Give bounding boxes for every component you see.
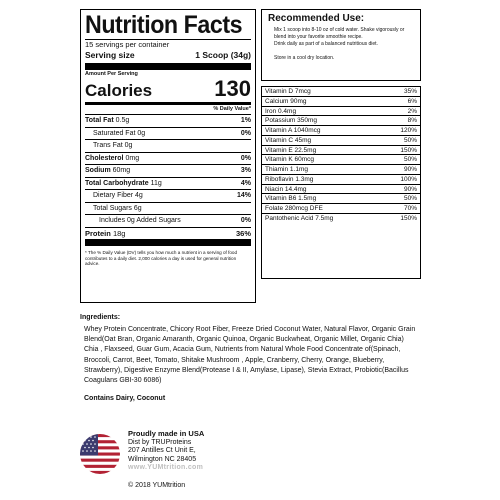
recommended-use-title: Recommended Use: [268, 13, 365, 24]
vitamin-dv: 100% [400, 175, 417, 183]
copyright: © 2018 YUMtrition [128, 482, 186, 489]
serving-size-label: Serving size [85, 50, 135, 60]
vitamin-row [262, 185, 420, 195]
vitamin-row [262, 87, 420, 97]
vitamin-row [262, 194, 420, 204]
dv-footnote: * The % Daily Value (DV) tells you how much a nutrient in a serving of food contributes to a daily diet. 2,000 calories a day is used for general nutrition advice. [85, 250, 238, 267]
vitamin-name: Vitamin C 45mg [265, 136, 312, 144]
ingredients-text: Whey Protein Concentrate, Chicory Root Fiber, Freeze Dried Coconut Water, Natural Flavor, Organic Grain Blend(Oat Bran, Organic Amaranth, Organic Quinoa, Organic Buckwheat, Organic Millet, Organic Chia) Chia , Flaxseed, Guar Gum, Acacia Gum, Nutrients from Natural Whole Food Concentrate of(Spinach, Broccoli, Carrot, Beet, Tomato, Shitake Mushroom , Apple, Cranberry, Cherry, Orange, Blueberry, Strawberry), Digestive Enzyme Blend(Protease I & II, Amylase, Lipase), Stevia Extract, Probiotic(Bacillus Coagulans GBI-30 6086) [84, 326, 416, 385]
nutrient-row [85, 139, 251, 152]
vitamin-dv: 120% [400, 127, 417, 134]
vitamin-dv: 50% [403, 156, 417, 164]
vitamin-dv: 50% [403, 136, 417, 144]
vitamin-row [262, 175, 420, 185]
vitamin-dv: 35% [403, 88, 417, 95]
vitamin-name: Pantothenic Acid 7.5mg [265, 214, 334, 222]
vitamin-dv: 6% [407, 97, 417, 105]
vitamin-dv: 50% [403, 195, 417, 203]
vitamin-name: Niacin 14.4mg [265, 185, 307, 193]
nutrient-name: Dietary Fiber [93, 192, 134, 199]
nutrient-dv: 0% [240, 129, 251, 137]
nutrient-dv: 14% [236, 192, 251, 199]
vitamin-row [262, 204, 420, 214]
nutrient-name: Saturated Fat [93, 129, 136, 137]
nutrient-amount: 0.5g [115, 117, 130, 124]
nutrient-dv: 36% [235, 228, 251, 238]
nutrient-amount: 4g [135, 192, 143, 199]
nutrient-amount: 60mg [112, 167, 131, 174]
ingredients-title: Ingredients: [80, 314, 121, 321]
vitamin-row [262, 155, 420, 165]
nutrient-row [85, 214, 251, 227]
nutrient-dv: 3% [240, 167, 251, 174]
vitamin-dv: 150% [400, 146, 417, 154]
vitamin-name: Vitamin D 7mcg [265, 88, 311, 95]
recommended-use-panel [261, 9, 421, 81]
vitamin-name: Vitamin K 60mcg [265, 156, 315, 164]
nutrient-dv: 0% [240, 217, 251, 224]
nutrient-label [85, 153, 139, 165]
nutrient-dv: 4% [240, 179, 251, 187]
nutrient-name: Cholesterol [85, 154, 124, 162]
nutrient-rows [85, 114, 251, 239]
vitamin-row [262, 146, 420, 156]
nutrient-name: Total Sugars [93, 204, 132, 212]
vitamin-dv: 2% [407, 107, 417, 115]
daily-value-header: % Daily Value* [213, 106, 251, 112]
vitamin-row [262, 214, 420, 224]
nutrient-label [93, 203, 142, 215]
vitamin-name: Calcium 90mg [265, 97, 307, 105]
nutrient-row [85, 227, 251, 240]
nutrient-row [85, 152, 251, 165]
recommended-use-line-3: Store in a cool dry location. [274, 55, 335, 61]
nutrient-dv: 0% [240, 154, 251, 162]
nutrient-row [85, 202, 251, 215]
calories-label: Calories [85, 81, 153, 100]
nutrient-name: Trans Fat [93, 142, 123, 149]
vitamin-name: Vitamin E 22.5mg [265, 146, 317, 154]
nutrient-name: Total Carbohydrate [85, 179, 149, 187]
recommended-use-line-1: Mix 1 scoop into 8-10 oz of cold water. Shake vigorously or blend into your favorite smoothie recipe. [274, 27, 405, 40]
vitamin-table [261, 86, 421, 279]
nutrient-amount: 0mg [125, 154, 140, 162]
vitamin-row [262, 116, 420, 126]
recommended-use-line-2: Drink daily as part of a balanced nutritious diet. [274, 41, 378, 47]
vitamin-row [262, 107, 420, 117]
vitamin-row [262, 126, 420, 136]
nutrition-facts-title: Nutrition Facts [85, 11, 243, 39]
address-line-1: 207 Antilles Ct Unit E, [128, 447, 196, 454]
vitamin-name: Potassium 350mg [265, 117, 318, 125]
nutrient-label [93, 140, 132, 152]
vitamin-dv: 150% [400, 214, 417, 222]
amount-per-serving: Amount Per Serving [85, 71, 138, 77]
vitamin-row [262, 97, 420, 107]
nutrient-row [85, 127, 251, 140]
vitamin-dv: 90% [403, 166, 417, 173]
nutrient-amount: 11g [150, 179, 162, 187]
ingredients-section [80, 313, 420, 403]
contains-allergens: Contains Dairy, Coconut [84, 395, 166, 403]
distributor-name: Dist by TRUProteins [128, 438, 192, 446]
vitamin-name: Vitamin A 1040mcg [265, 127, 321, 134]
nutrient-amount: 0g [137, 129, 146, 137]
made-in-usa: Proudly made in USA [128, 429, 205, 438]
servings-per-container: 15 servings per container [85, 40, 170, 49]
nutrient-amount: 6g [133, 204, 142, 212]
vitamin-name: Folate 280mcg DFE [265, 205, 323, 212]
nutrition-facts-panel [80, 9, 256, 303]
nutrient-name: Protein [85, 228, 111, 238]
vitamin-dv: 8% [407, 117, 417, 125]
vitamin-dv: 90% [403, 185, 417, 193]
vitamin-row [262, 165, 420, 175]
vitamin-dv: 70% [403, 205, 417, 212]
serving-size-value: 1 Scoop (34g) [195, 50, 251, 60]
nutrient-row [85, 164, 251, 177]
nutrient-name: Total Fat [85, 117, 114, 124]
vitamin-name: Vitamin B6 1.5mg [265, 195, 317, 203]
us-flag-icon [80, 434, 120, 474]
nutrient-dv: 1% [240, 117, 251, 124]
vitamin-row [262, 136, 420, 146]
nutrient-label [85, 115, 129, 127]
nutrient-label [93, 190, 143, 202]
nutrient-label [85, 228, 125, 240]
vitamin-name: Iron 0.4mg [265, 107, 297, 115]
nutrient-label [99, 215, 181, 227]
nutrient-row [85, 114, 251, 127]
website-url: www.YUMtrition.com [128, 464, 204, 471]
nutrient-row [85, 189, 251, 202]
vitamin-name: Riboflavin 1.3mg [265, 175, 314, 183]
nutrient-name: Includes 0g Added Sugars [99, 217, 181, 224]
distributor-info [128, 430, 328, 473]
nutrient-label [85, 178, 162, 190]
nutrient-row [85, 177, 251, 190]
nutrient-amount: 18g [112, 228, 126, 238]
address-line-2: Wilmington NC 28405 [128, 455, 197, 463]
vitamin-name: Thiamin 1.1mg [265, 166, 308, 173]
nutrient-amount: 0g [124, 142, 133, 149]
nutrient-label [93, 128, 145, 140]
nutrient-name: Sodium [85, 167, 111, 174]
nutrient-label [85, 165, 130, 177]
calories-value: 130 [214, 76, 251, 101]
